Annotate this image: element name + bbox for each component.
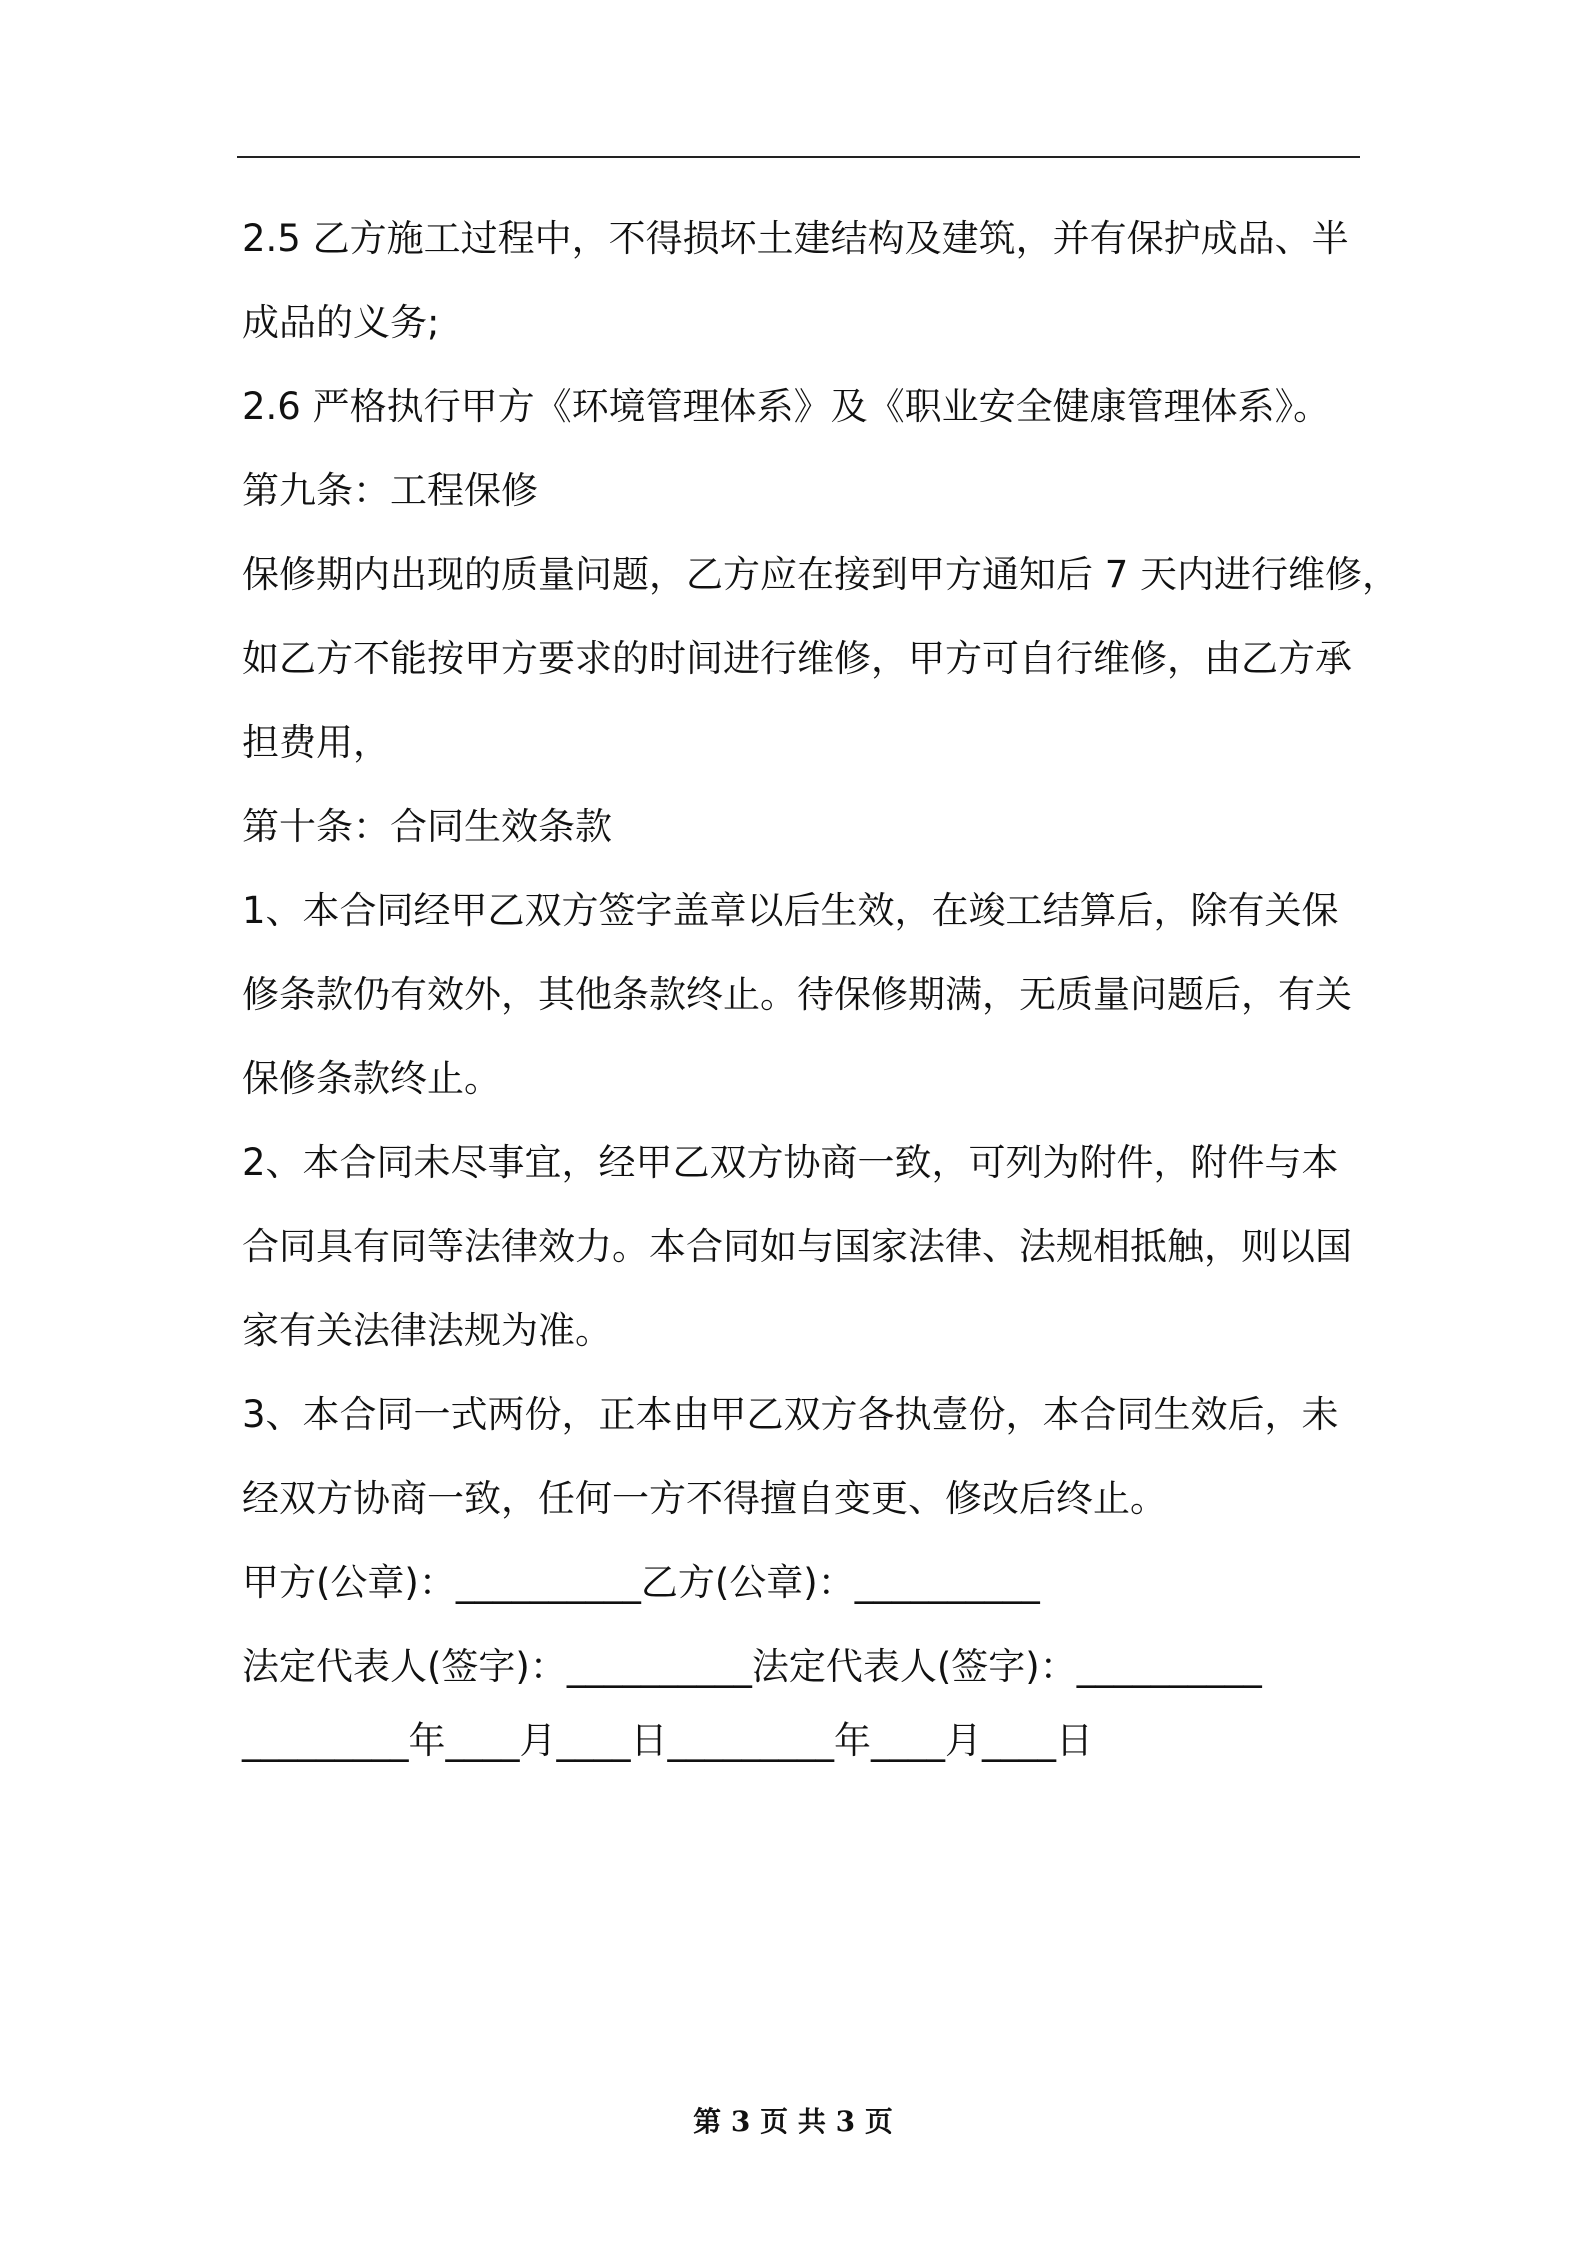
seal-signature-line: 甲方(公章)：__________乙方(公章)：__________ xyxy=(242,1561,1040,1604)
clause-2-5-line-1: 2.5 乙方施工过程中，不得损坏土建结构及建筑，并有保护成品、半 xyxy=(242,217,1349,260)
article-9-heading: 第九条：工程保修 xyxy=(242,469,538,512)
article-10-item-1-line-3: 保修条款终止。 xyxy=(242,1057,501,1100)
article-9-text-line-2: 如乙方不能按甲方要求的时间进行维修，甲方可自行维修，由乙方承 xyxy=(242,637,1352,680)
article-9-text-line-3: 担费用， xyxy=(242,721,390,764)
clause-2-5-line-2: 成品的义务; xyxy=(242,301,440,344)
article-10-item-2-line-2: 合同具有同等法律效力。本合同如与国家法律、法规相抵触，则以国 xyxy=(242,1225,1352,1268)
date-line: _________年____月____日_________年____月____日 xyxy=(242,1719,1093,1762)
representative-signature-line: 法定代表人(签字)：__________法定代表人(签字)：__________ xyxy=(242,1645,1262,1688)
clause-2-6: 2.6 严格执行甲方《环境管理体系》及《职业安全健康管理体系》。 xyxy=(242,385,1331,428)
page-number: 第 3 页 共 3 页 xyxy=(693,2105,893,2138)
article-10-item-1-line-1: 1、本合同经甲乙双方签字盖章以后生效，在竣工结算后，除有关保 xyxy=(242,889,1339,932)
article-10-item-2-line-1: 2、本合同未尽事宜，经甲乙双方协商一致，可列为附件，附件与本 xyxy=(242,1141,1339,1184)
article-9-text-line-1: 保修期内出现的质量问题，乙方应在接到甲方通知后 7 天内进行维修， xyxy=(242,553,1400,596)
article-10-item-3-line-2: 经双方协商一致，任何一方不得擅自变更、修改后终止。 xyxy=(242,1477,1167,1520)
article-10-item-3-line-1: 3、本合同一式两份，正本由甲乙双方各执壹份，本合同生效后，未 xyxy=(242,1393,1339,1436)
article-10-heading: 第十条：合同生效条款 xyxy=(242,805,612,848)
article-10-item-1-line-2: 修条款仍有效外，其他条款终止。待保修期满，无质量问题后，有关 xyxy=(242,973,1352,1016)
document-body xyxy=(242,197,1400,1783)
article-10-item-2-line-3: 家有关法律法规为准。 xyxy=(242,1309,612,1352)
header-rule xyxy=(237,156,1360,158)
